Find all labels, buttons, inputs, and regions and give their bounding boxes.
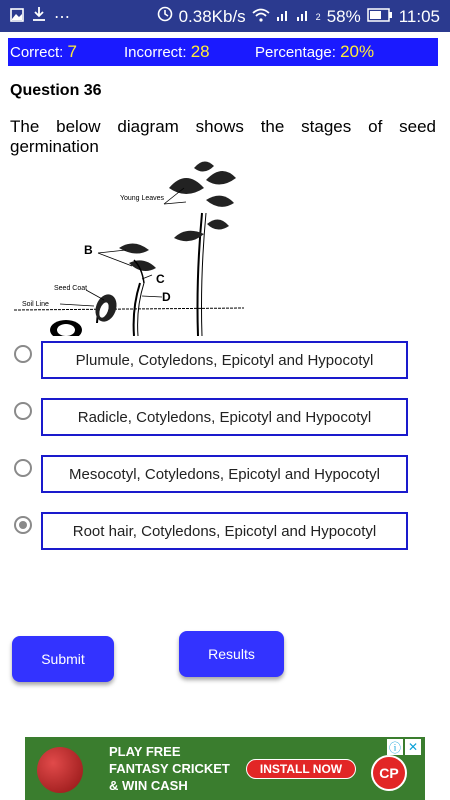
cp-logo: CP bbox=[371, 755, 407, 791]
clock-time: 11:05 bbox=[398, 6, 440, 26]
correct-value: 7 bbox=[67, 42, 77, 61]
option-1-radio[interactable] bbox=[14, 345, 32, 363]
wifi-icon bbox=[252, 7, 270, 27]
sim-label: 2 bbox=[315, 11, 321, 22]
percentage-score: Percentage: 20% bbox=[255, 42, 375, 61]
score-bar bbox=[8, 38, 438, 66]
option-4-radio[interactable] bbox=[14, 516, 32, 534]
close-icon[interactable]: ✕ bbox=[405, 739, 421, 755]
option-2-label[interactable]: Radicle, Cotyledons, Epicotyl and Hypocotyl bbox=[41, 398, 408, 436]
signal-icon bbox=[296, 7, 310, 27]
percentage-value: 20% bbox=[340, 42, 375, 61]
incorrect-score: Incorrect: 28 bbox=[124, 42, 210, 61]
option-3-label[interactable]: Mesocotyl, Cotyledons, Epicotyl and Hypocotyl bbox=[41, 455, 408, 493]
more-icon: ⋯ bbox=[54, 8, 70, 26]
option-3[interactable] bbox=[14, 455, 414, 495]
option-1[interactable] bbox=[14, 341, 414, 381]
battery-percent: 58% bbox=[326, 6, 361, 26]
ad-info-icon[interactable]: ⓘ bbox=[388, 740, 401, 755]
status-bar bbox=[0, 0, 450, 32]
question-text: The below diagram shows the stages of seed germination bbox=[10, 117, 436, 156]
label-young-leaves: Young Leaves bbox=[119, 195, 165, 202]
option-3-radio[interactable] bbox=[14, 459, 32, 477]
label-c: C bbox=[156, 272, 165, 286]
incorrect-value: 28 bbox=[190, 42, 210, 61]
option-2-radio[interactable] bbox=[14, 402, 32, 420]
ad-text: PLAY FREE FANTASY CRICKET & WIN CASH bbox=[109, 744, 230, 793]
label-seed-coat: Seed Coat bbox=[54, 285, 88, 292]
option-2[interactable] bbox=[14, 398, 414, 438]
clock-icon bbox=[157, 6, 173, 27]
ad-controls bbox=[387, 739, 421, 755]
option-4-label[interactable]: Root hair, Cotyledons, Epicotyl and Hypocotyl bbox=[41, 512, 408, 550]
submit-button[interactable]: Submit bbox=[12, 636, 114, 682]
download-icon bbox=[32, 6, 46, 27]
cricket-ball-icon bbox=[37, 747, 83, 793]
data-speed: 0.38Kb/s bbox=[178, 6, 246, 26]
image-icon bbox=[10, 7, 24, 27]
option-1-label[interactable]: Plumule, Cotyledons, Epicotyl and Hypocotyl bbox=[41, 341, 408, 379]
label-d: D bbox=[162, 290, 171, 304]
seed-germination-diagram bbox=[14, 158, 244, 336]
label-b: B bbox=[84, 243, 93, 257]
label-soil-line: Soil Line bbox=[22, 301, 49, 308]
question-number: Question 36 bbox=[10, 82, 102, 99]
battery-icon bbox=[367, 7, 393, 27]
correct-score: Correct: 7 bbox=[10, 42, 77, 61]
ad-banner[interactable] bbox=[25, 737, 425, 800]
signal-icon bbox=[276, 7, 290, 27]
option-4[interactable] bbox=[14, 512, 414, 552]
results-button[interactable]: Results bbox=[179, 631, 284, 677]
install-now-button[interactable]: INSTALL NOW bbox=[246, 759, 356, 779]
